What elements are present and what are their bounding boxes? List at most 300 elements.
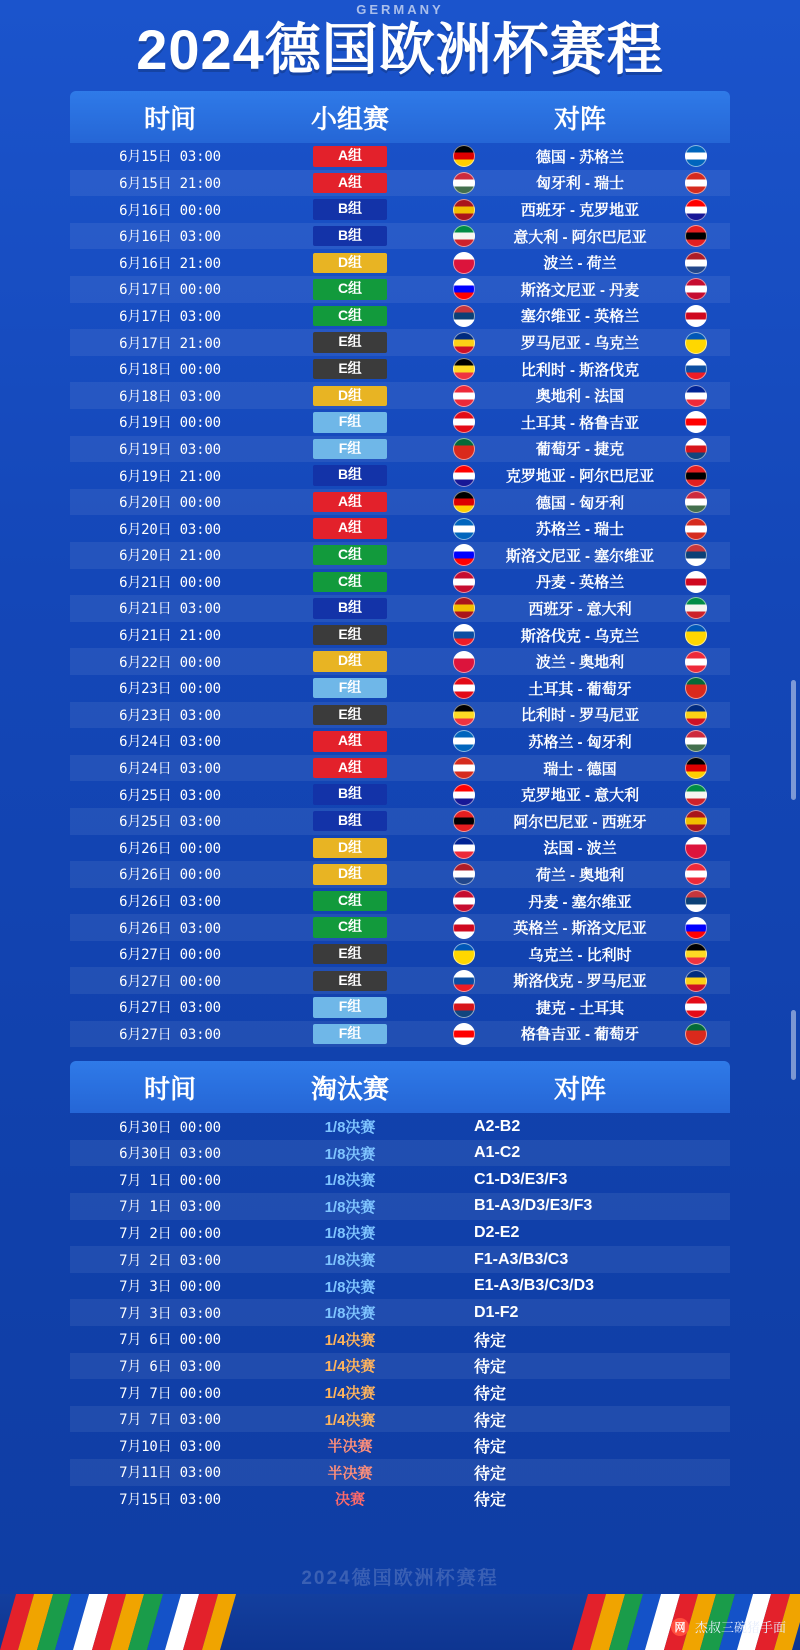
group-badge-cell: [270, 971, 430, 991]
table-row: [70, 329, 730, 356]
match-time: 6月20日 00:00: [119, 495, 221, 512]
scrollbar-thumb-lower[interactable]: [791, 1010, 796, 1080]
bottom-decoration-strip: [0, 1594, 800, 1650]
match-time: 6月24日 03:00: [119, 734, 221, 751]
table-row: [70, 1406, 730, 1433]
knockout-teams: E1-A3/B3/C3/D3: [474, 1277, 595, 1295]
flag-hr-icon: [685, 199, 707, 221]
knockout-col-stage: 淘汰赛: [310, 1073, 389, 1104]
match-cell: [430, 172, 730, 194]
group-badge-cell: [270, 811, 430, 831]
match-time: 6月30日 03:00: [119, 1146, 221, 1163]
group-badge-cell: [270, 226, 430, 246]
group-stage-col-time: 时间: [143, 103, 196, 134]
group-badge-cell: [270, 891, 430, 911]
flag-de-icon: [685, 757, 707, 779]
flag-rs-icon: [685, 544, 707, 566]
flag-nl-icon: [685, 252, 707, 274]
status-badge: D组: [313, 838, 387, 858]
match-cell: [430, 252, 730, 274]
table-row: [70, 728, 730, 755]
match-time: 7月 1日 00:00: [119, 1172, 221, 1189]
knockout-stage-label: 1/4决赛: [324, 1331, 376, 1349]
match-time: 6月16日 21:00: [119, 255, 221, 272]
match-cell: [430, 305, 730, 327]
table-row: [70, 648, 730, 675]
match-time: 6月16日 00:00: [119, 202, 221, 219]
group-badge-cell: [270, 1024, 430, 1044]
flag-es-icon: [453, 597, 475, 619]
flag-ge-icon: [685, 411, 707, 433]
watermark-logo-icon: 网: [671, 1618, 689, 1636]
flag-dk-icon: [453, 571, 475, 593]
knockout-teams: F1-A3/B3/C3: [474, 1250, 569, 1268]
group-stage-col-stage: 小组赛: [310, 103, 389, 134]
group-badge-cell: [270, 545, 430, 565]
flag-al-icon: [685, 465, 707, 487]
match-time: 6月30日 00:00: [119, 1119, 221, 1136]
match-cell: [430, 544, 730, 566]
match-teams: 奥地利 - 法国: [535, 388, 625, 406]
match-time: 6月23日 00:00: [119, 681, 221, 698]
match-time: 6月15日 03:00: [119, 149, 221, 166]
flag-si-icon: [685, 917, 707, 939]
flag-at-icon: [685, 651, 707, 673]
flag-dk-icon: [453, 890, 475, 912]
flag-it-icon: [685, 784, 707, 806]
status-badge: A组: [313, 731, 387, 751]
match-cell: [430, 970, 730, 992]
table-row: [70, 303, 730, 330]
table-row: [70, 1273, 730, 1300]
table-row: [70, 835, 730, 862]
group-stage-table: [70, 91, 730, 1047]
flag-pl-icon: [453, 252, 475, 274]
match-time: 7月 2日 03:00: [119, 1252, 221, 1269]
knockout-teams: 待定: [474, 1332, 507, 1350]
flag-tr-icon: [685, 996, 707, 1018]
match-teams: 阿尔巴尼亚 - 西班牙: [513, 813, 647, 831]
table-row: [70, 808, 730, 835]
match-teams: 斯洛文尼亚 - 塞尔维亚: [505, 547, 655, 565]
flag-at-icon: [685, 863, 707, 885]
status-badge: C组: [313, 917, 387, 937]
flag-rs-icon: [453, 305, 475, 327]
table-row: [70, 170, 730, 197]
knockout-stage-label: 1/8决赛: [324, 1305, 376, 1323]
flag-al-icon: [685, 225, 707, 247]
table-row: [70, 781, 730, 808]
flag-fr-icon: [453, 837, 475, 859]
group-badge-cell: [270, 758, 430, 778]
status-badge: C组: [313, 572, 387, 592]
group-badge-cell: [270, 678, 430, 698]
flag-cz-icon: [685, 438, 707, 460]
knockout-stage-label: 1/8决赛: [324, 1278, 376, 1296]
match-time: 7月11日 03:00: [119, 1465, 221, 1482]
knockout-stage-label: 1/4决赛: [324, 1385, 376, 1402]
table-row: [70, 1220, 730, 1247]
knockout-stage-label: 1/8决赛: [324, 1145, 376, 1163]
flag-es-icon: [453, 199, 475, 221]
header-superscript: GERMANY: [356, 2, 444, 17]
knockout-stage-label: 1/4决赛: [324, 1411, 376, 1429]
group-badge-cell: [270, 917, 430, 937]
flag-sk-icon: [685, 358, 707, 380]
table-row: [70, 1326, 730, 1353]
flag-de-icon: [453, 491, 475, 513]
table-row: [70, 196, 730, 223]
match-time: 6月25日 03:00: [119, 814, 221, 831]
status-badge: F组: [313, 439, 387, 459]
knockout-teams: 待定: [474, 1492, 507, 1510]
match-cell: [430, 837, 730, 859]
match-time: 6月23日 03:00: [119, 707, 221, 724]
match-cell: [430, 784, 730, 806]
ghost-watermark-text: 2024德国欧洲杯赛程: [301, 1568, 499, 1589]
match-cell: [430, 996, 730, 1018]
match-teams: 英格兰 - 斯洛文尼亚: [513, 920, 647, 938]
match-cell: [430, 1023, 730, 1045]
group-badge-cell: [270, 944, 430, 964]
match-time: 6月18日 03:00: [119, 388, 221, 405]
group-badge-cell: [270, 253, 430, 273]
match-time: 7月 6日 03:00: [119, 1358, 221, 1375]
knockout-stage-rows: [70, 1113, 730, 1512]
group-badge-cell: [270, 625, 430, 645]
group-badge-cell: [270, 518, 430, 538]
status-badge: B组: [313, 226, 387, 246]
table-row: [70, 1140, 730, 1167]
table-row: [70, 542, 730, 569]
status-badge: C组: [313, 279, 387, 299]
knockout-teams: 待定: [474, 1465, 507, 1483]
flag-en-icon: [685, 571, 707, 593]
knockout-stage-label: 1/8决赛: [324, 1225, 376, 1243]
match-teams: 捷克 - 土耳其: [535, 999, 625, 1017]
knockout-teams: D2-E2: [474, 1223, 520, 1241]
table-row: [70, 382, 730, 409]
knockout-stage-label: 1/8决赛: [324, 1252, 376, 1270]
flag-ch-icon: [453, 757, 475, 779]
match-time: 6月20日 03:00: [119, 521, 221, 538]
flag-hu-icon: [685, 730, 707, 752]
match-time: 6月20日 21:00: [119, 548, 221, 565]
knockout-teams: 待定: [474, 1386, 507, 1403]
match-time: 6月18日 00:00: [119, 362, 221, 379]
match-time: 6月26日 03:00: [119, 920, 221, 937]
status-badge: B组: [313, 465, 387, 485]
status-badge: E组: [313, 332, 387, 352]
match-time: 6月26日 03:00: [119, 894, 221, 910]
group-badge-cell: [270, 838, 430, 858]
status-badge: D组: [313, 651, 387, 671]
status-badge: F组: [313, 412, 387, 432]
flag-it-icon: [685, 597, 707, 619]
table-row: [70, 1246, 730, 1273]
scrollbar-thumb-upper[interactable]: [791, 680, 796, 800]
knockout-teams: 待定: [474, 1439, 507, 1457]
group-stage-rows: [70, 143, 730, 1047]
match-time: 6月15日 21:00: [119, 175, 221, 192]
group-badge-cell: [270, 492, 430, 512]
group-badge-cell: [270, 279, 430, 299]
table-row: [70, 1353, 730, 1380]
group-stage-col-match: 对阵: [553, 103, 606, 134]
flag-fr-icon: [685, 385, 707, 407]
match-teams: 土耳其 - 葡萄牙: [528, 680, 632, 698]
flag-si-icon: [453, 544, 475, 566]
flag-de-icon: [453, 145, 475, 167]
watermark: [671, 1617, 786, 1636]
match-time: 6月26日 00:00: [119, 867, 221, 884]
flag-si-icon: [453, 278, 475, 300]
group-badge-cell: [270, 731, 430, 751]
match-teams: 罗马尼亚 - 乌克兰: [520, 335, 640, 353]
knockout-teams: D1-F2: [474, 1303, 519, 1321]
knockout-stage-label: 1/4决赛: [324, 1358, 376, 1376]
table-row: [70, 223, 730, 250]
match-time: 6月25日 03:00: [119, 787, 221, 804]
match-teams: 荷兰 - 奥地利: [535, 866, 625, 884]
match-time: 7月10日 03:00: [119, 1438, 221, 1455]
match-teams: 法国 - 波兰: [543, 840, 617, 858]
status-badge: E组: [313, 944, 387, 964]
flag-it-icon: [453, 225, 475, 247]
flag-pl-icon: [453, 651, 475, 673]
flag-be-icon: [453, 358, 475, 380]
match-cell: [430, 624, 730, 646]
match-cell: [430, 491, 730, 513]
table-row: [70, 622, 730, 649]
match-time: 6月19日 21:00: [119, 468, 221, 485]
flag-pt-icon: [453, 438, 475, 460]
status-badge: A组: [313, 518, 387, 538]
knockout-teams: B1-A3/D3/E3/F3: [474, 1197, 593, 1215]
status-badge: F组: [313, 997, 387, 1017]
match-time: 6月21日 21:00: [119, 628, 221, 645]
match-teams: 土耳其 - 格鲁吉亚: [520, 414, 640, 432]
table-row: [70, 1193, 730, 1220]
match-cell: [430, 571, 730, 593]
status-badge: C组: [313, 306, 387, 326]
match-time: 6月27日 00:00: [119, 947, 221, 964]
match-time: 6月27日 03:00: [119, 1000, 221, 1017]
group-stage-header-row: [70, 91, 730, 143]
table-row: [70, 409, 730, 436]
group-badge-cell: [270, 598, 430, 618]
table-row: [70, 1299, 730, 1326]
table-row: [70, 1113, 730, 1140]
match-teams: 葡萄牙 - 捷克: [535, 441, 625, 459]
left-color-bars: [0, 1594, 236, 1650]
table-row: [70, 356, 730, 383]
flag-pt-icon: [685, 677, 707, 699]
match-teams: 意大利 - 阿尔巴尼亚: [513, 228, 647, 246]
flag-tr-icon: [453, 411, 475, 433]
table-row: [70, 1166, 730, 1193]
status-badge: E组: [313, 359, 387, 379]
match-teams: 比利时 - 罗马尼亚: [520, 707, 640, 725]
status-badge: D组: [313, 386, 387, 406]
group-badge-cell: [270, 173, 430, 193]
knockout-teams: C1-D3/E3/F3: [474, 1170, 568, 1188]
table-row: [70, 1021, 730, 1048]
status-badge: C组: [313, 891, 387, 911]
group-badge-cell: [270, 199, 430, 219]
group-badge-cell: [270, 386, 430, 406]
match-teams: 塞尔维亚 - 英格兰: [520, 308, 640, 326]
match-teams: 西班牙 - 意大利: [528, 600, 632, 618]
match-teams: 丹麦 - 塞尔维亚: [528, 893, 632, 911]
table-row: [70, 276, 730, 303]
status-badge: A组: [313, 492, 387, 512]
match-teams: 克罗地亚 - 意大利: [520, 787, 640, 805]
knockout-stage-table: [70, 1061, 730, 1512]
group-badge-cell: [270, 359, 430, 379]
flag-ch-icon: [685, 172, 707, 194]
table-row: [70, 489, 730, 516]
match-teams: 苏格兰 - 瑞士: [535, 521, 625, 539]
flag-ge-icon: [453, 1023, 475, 1045]
match-cell: [430, 890, 730, 912]
match-teams: 克罗地亚 - 阿尔巴尼亚: [505, 468, 655, 485]
match-time: 6月17日 00:00: [119, 282, 221, 299]
match-time: 7月 3日 03:00: [119, 1305, 221, 1322]
knockout-stage-label: 半决赛: [327, 1464, 373, 1482]
match-time: 6月24日 03:00: [119, 761, 221, 778]
group-badge-cell: [270, 332, 430, 352]
match-cell: [430, 145, 730, 167]
flag-al-icon: [453, 810, 475, 832]
match-cell: [430, 278, 730, 300]
knockout-teams: A1-C2: [474, 1144, 521, 1162]
match-cell: [430, 704, 730, 726]
knockout-stage-header-row: [70, 1061, 730, 1113]
flag-ua-icon: [685, 332, 707, 354]
match-time: 7月 7日 00:00: [119, 1385, 221, 1402]
flag-be-icon: [685, 943, 707, 965]
knockout-stage-label: 决赛: [334, 1491, 365, 1509]
group-badge-cell: [270, 412, 430, 432]
match-time: 6月19日 03:00: [119, 441, 221, 458]
group-badge-cell: [270, 705, 430, 725]
table-row: [70, 143, 730, 170]
table-row: [70, 914, 730, 941]
status-badge: A组: [313, 173, 387, 193]
table-row: [70, 994, 730, 1021]
match-time: 6月16日 03:00: [119, 229, 221, 246]
table-row: [70, 1459, 730, 1486]
table-row: [70, 888, 730, 915]
flag-en-icon: [685, 305, 707, 327]
match-cell: [430, 730, 730, 752]
table-row: [70, 755, 730, 782]
match-teams: 西班牙 - 克罗地亚: [520, 202, 640, 220]
knockout-teams: 待定: [474, 1359, 507, 1377]
flag-tr-icon: [453, 677, 475, 699]
match-time: 6月27日 00:00: [119, 973, 221, 990]
match-teams: 斯洛伐克 - 罗马尼亚: [513, 973, 647, 991]
table-row: [70, 861, 730, 888]
match-teams: 斯洛伐克 - 乌克兰: [520, 627, 640, 645]
knockout-stage-label: 半决赛: [327, 1438, 373, 1456]
table-row: [70, 702, 730, 729]
group-badge-cell: [270, 439, 430, 459]
table-row: [70, 675, 730, 702]
flag-sc-icon: [453, 730, 475, 752]
match-teams: 德国 - 苏格兰: [535, 148, 625, 166]
status-badge: B组: [313, 598, 387, 618]
match-teams: 比利时 - 斯洛伐克: [520, 361, 640, 379]
match-teams: 瑞士 - 德国: [543, 760, 617, 778]
match-teams: 匈牙利 - 瑞士: [535, 175, 625, 193]
match-cell: [430, 917, 730, 939]
knockout-teams: A2-B2: [474, 1117, 521, 1135]
match-teams: 德国 - 匈牙利: [535, 494, 625, 512]
match-time: 6月26日 00:00: [119, 840, 221, 857]
match-teams: 波兰 - 奥地利: [535, 654, 625, 672]
match-time: 7月 2日 00:00: [119, 1225, 221, 1242]
match-teams: 苏格兰 - 匈牙利: [528, 733, 632, 751]
status-badge: B组: [313, 784, 387, 804]
match-cell: [430, 358, 730, 380]
match-cell: [430, 677, 730, 699]
match-cell: [430, 332, 730, 354]
match-cell: [430, 438, 730, 460]
match-teams: 格鲁吉亚 - 葡萄牙: [520, 1026, 640, 1044]
match-cell: [430, 863, 730, 885]
flag-ua-icon: [685, 624, 707, 646]
table-row: [70, 462, 730, 489]
flag-at-icon: [453, 385, 475, 407]
flag-sk-icon: [453, 970, 475, 992]
group-badge-cell: [270, 465, 430, 485]
group-badge-cell: [270, 146, 430, 166]
flag-rs-icon: [685, 890, 707, 912]
flag-be-icon: [453, 704, 475, 726]
status-badge: B组: [313, 811, 387, 831]
table-row: [70, 941, 730, 968]
flag-ch-icon: [685, 518, 707, 540]
table-row: [70, 967, 730, 994]
flag-en-icon: [453, 917, 475, 939]
table-row: [70, 595, 730, 622]
match-cell: [430, 199, 730, 221]
poster-header: [0, 0, 800, 91]
group-badge-cell: [270, 997, 430, 1017]
status-badge: F组: [313, 678, 387, 698]
match-cell: [430, 757, 730, 779]
match-time: 6月17日 21:00: [119, 335, 221, 352]
page-title: 2024德国欧洲杯赛程: [136, 18, 664, 81]
status-badge: F组: [313, 1024, 387, 1044]
status-badge: D组: [313, 253, 387, 273]
match-time: 7月 7日 03:00: [119, 1412, 221, 1429]
match-cell: [430, 225, 730, 247]
match-cell: [430, 943, 730, 965]
match-cell: [430, 465, 730, 487]
table-row: [70, 249, 730, 276]
match-time: 6月21日 00:00: [119, 574, 221, 591]
knockout-stage-label: 1/8决赛: [324, 1172, 376, 1190]
status-badge: A组: [313, 146, 387, 166]
knockout-teams: 待定: [474, 1412, 507, 1430]
flag-hu-icon: [685, 491, 707, 513]
match-teams: 斯洛文尼亚 - 丹麦: [520, 281, 640, 299]
flag-pt-icon: [685, 1023, 707, 1045]
flag-cz-icon: [453, 996, 475, 1018]
